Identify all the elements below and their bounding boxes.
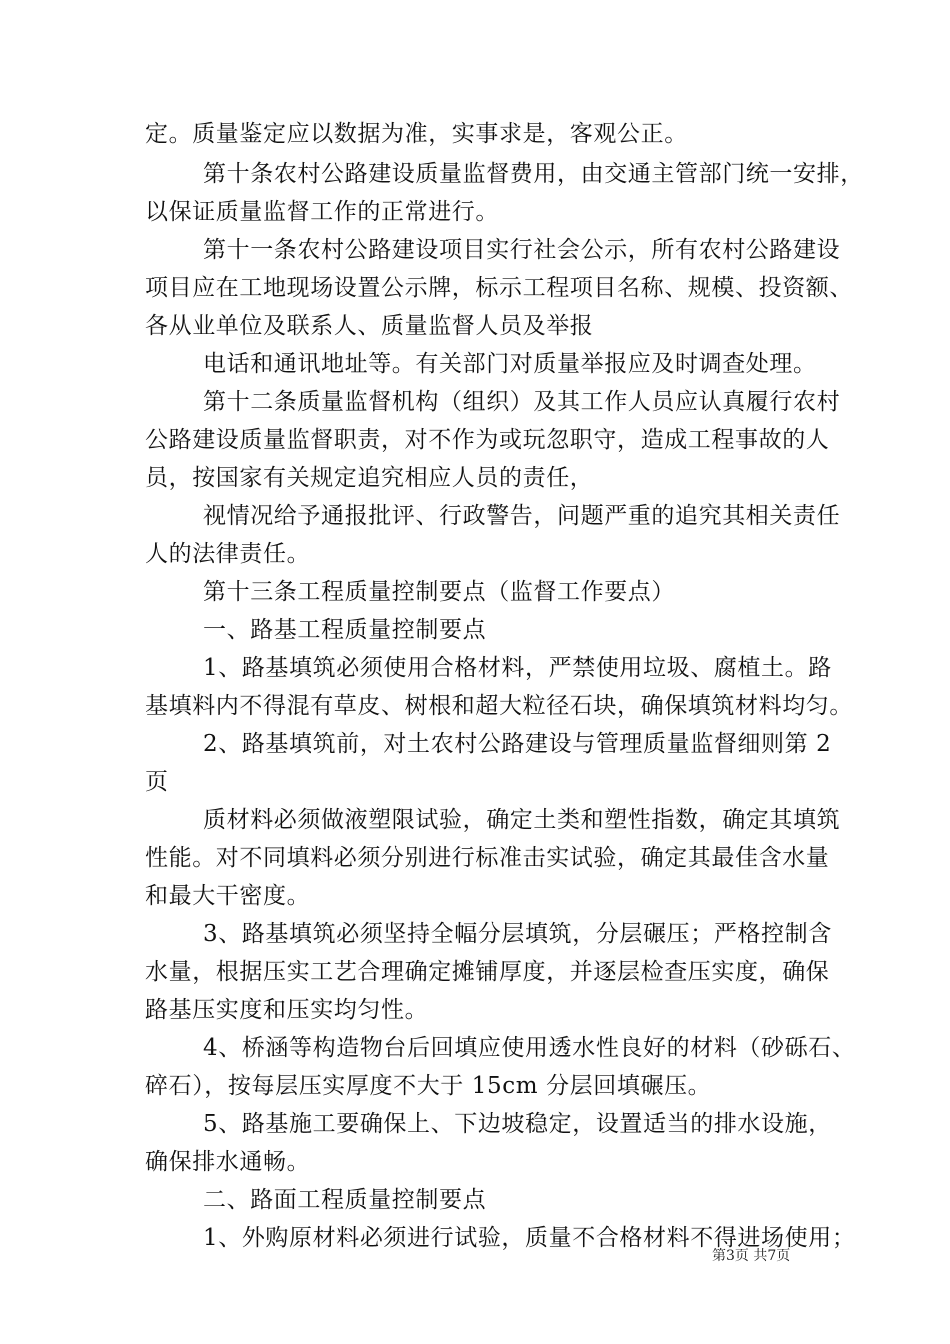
text-line: 1、外购原材料必须进行试验，质量不合格材料不得进场使用； — [203, 1225, 856, 1251]
text-line: 二、路面工程质量控制要点 — [203, 1187, 487, 1213]
text-line: 第十一条农村公路建设项目实行社会公示，所有农村公路建设 — [203, 237, 841, 263]
text-line: 碎石），按每层压实厚度不大于 15cm 分层回填碾压。 — [145, 1073, 712, 1099]
total-pages-number: 7 — [767, 1248, 777, 1264]
text-line: 人的法律责任。 — [145, 541, 311, 567]
text-line: 第十二条质量监督机构（组织）及其工作人员应认真履行农村 — [203, 389, 841, 415]
text-line: 水量，根据压实工艺合理确定摊铺厚度，并逐层检查压实度，确保 — [145, 959, 830, 985]
text-line: 定。质量鉴定应以数据为准，实事求是，客观公正。 — [145, 121, 688, 147]
text-line: 视情况给予通报批评、行政警告，问题严重的追究其相关责任 — [203, 503, 841, 529]
text-line: 确保排水通畅。 — [145, 1149, 311, 1175]
text-line: 质材料必须做液塑限试验，确定土类和塑性指数，确定其填筑 — [203, 807, 841, 833]
text-line: 一、路基工程质量控制要点 — [203, 617, 487, 643]
text-line: 页 — [145, 769, 169, 795]
text-line: 1、路基填筑必须使用合格材料，严禁使用垃圾、腐植土。路 — [203, 655, 832, 681]
text-line: 路基压实度和压实均匀性。 — [145, 997, 429, 1023]
footer-middle: 页 共 — [734, 1248, 768, 1264]
text-line: 公路建设质量监督职责，对不作为或玩忽职守，造成工程事故的人 — [145, 427, 830, 453]
text-line: 3、路基填筑必须坚持全幅分层填筑，分层碾压；严格控制含 — [203, 921, 832, 947]
text-line: 员，按国家有关规定追究相应人员的责任， — [145, 465, 594, 491]
text-line: 和最大干密度。 — [145, 883, 311, 909]
text-line: 第十条农村公路建设质量监督费用，由交通主管部门统一安排， — [203, 161, 864, 187]
text-line: 各从业单位及联系人、质量监督人员及举报 — [145, 313, 594, 339]
current-page-number: 3 — [726, 1248, 735, 1264]
text-line: 性能。对不同填料必须分别进行标准击实试验，确定其最佳含水量 — [145, 845, 830, 871]
text-line: 4、桥涵等构造物台后回填应使用透水性良好的材料（砂砾石、 — [203, 1035, 856, 1061]
text-line: 第十三条工程质量控制要点（监督工作要点） — [203, 579, 675, 605]
text-line: 基填料内不得混有草皮、树根和超大粒径石块，确保填筑材料均匀。 — [145, 693, 853, 719]
footer-suffix: 页 — [776, 1248, 791, 1264]
text-line: 电话和通讯地址等。有关部门对质量举报应及时调查处理。 — [203, 351, 817, 377]
page-footer — [0, 1246, 950, 1266]
text-line: 2、路基填筑前，对土农村公路建设与管理质量监督细则第 2 — [203, 731, 832, 757]
footer-prefix: 第 — [712, 1248, 726, 1264]
text-line: 5、路基施工要确保上、下边坡稳定，设置适当的排水设施， — [203, 1111, 832, 1137]
text-line: 以保证质量监督工作的正常进行。 — [145, 199, 499, 225]
text-line: 项目应在工地现场设置公示牌，标示工程项目名称、规模、投资额、 — [145, 275, 853, 301]
